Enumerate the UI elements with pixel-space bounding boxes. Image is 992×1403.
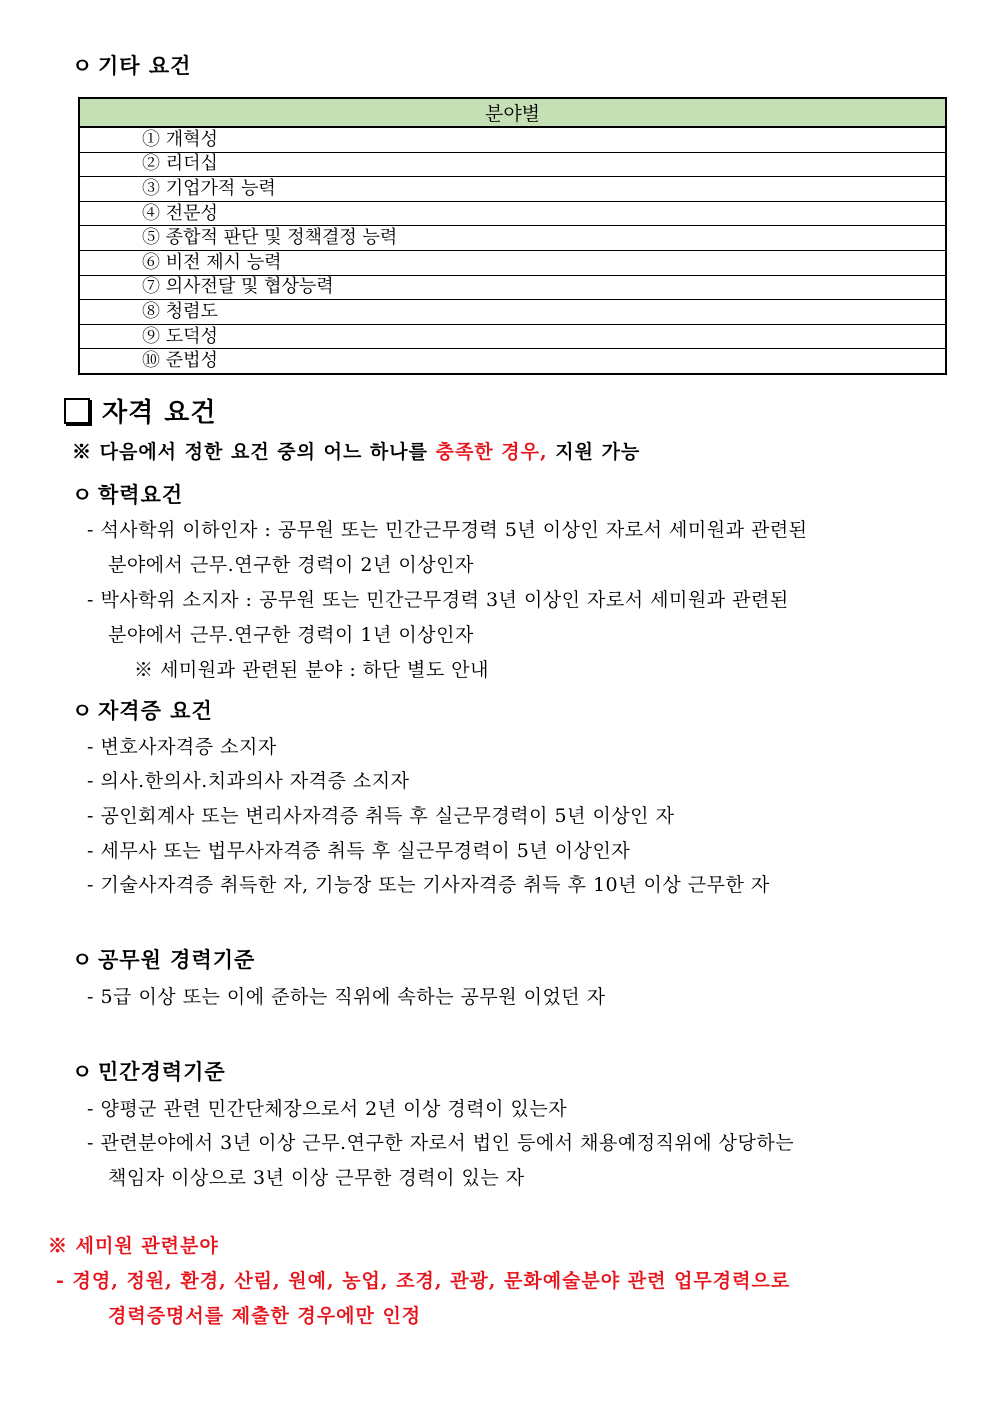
- private-career-line: - 관련분야에서 3년 이상 근무.연구한 자로서 법인 등에서 채용예정직위에 상당하는: [87, 1132, 795, 1154]
- public-career-heading: ㅇ 공무원 경력기준: [72, 947, 256, 972]
- education-line: - 박사학위 소지자 : 공무원 또는 민간근무경력 3년 이상인 자로서 세미원과 관련된: [87, 589, 789, 611]
- related-fields-heading: ※ 세미원 관련분야: [48, 1235, 219, 1257]
- related-fields-line: - 경영, 정원, 환경, 산림, 원예, 농업, 조경, 관광, 문화예술분야 관련 업무경력으로: [56, 1270, 791, 1292]
- public-career-line: - 5급 이상 또는 이에 준하는 직위에 속하는 공무원 이었던 자: [87, 986, 606, 1008]
- license-line: - 기술사자격증 취득한 자, 기능장 또는 기사자격증 취득 후 10년 이상 근무한 자: [87, 874, 770, 896]
- table-row: ⑦ 의사전달 및 협상능력: [79, 275, 946, 300]
- education-heading: ㅇ 학력요건: [72, 482, 184, 507]
- table-row: ⑥ 비전 제시 능력: [79, 250, 946, 275]
- education-line: 분야에서 근무.연구한 경력이 2년 이상인자: [108, 554, 474, 576]
- table-row: ① 개혁성: [79, 127, 946, 152]
- license-line: - 변호사자격증 소지자: [87, 736, 277, 758]
- table-row: ⑩ 준법성: [79, 349, 946, 374]
- license-line: - 세무사 또는 법무사자격증 취득 후 실근무경력이 5년 이상인자: [87, 840, 631, 862]
- private-career-line: 책임자 이상으로 3년 이상 근무한 경력이 있는 자: [108, 1167, 525, 1189]
- license-line: - 공인회계사 또는 변리사자격증 취득 후 실근무경력이 5년 이상인 자: [87, 805, 675, 827]
- education-note: ※ 세미원과 관련된 분야 : 하단 별도 안내: [134, 659, 489, 681]
- education-line: 분야에서 근무.연구한 경력이 1년 이상인자: [108, 624, 474, 646]
- qualification-heading: 자격 요건: [64, 392, 217, 429]
- table-row: ⑧ 청렴도: [79, 300, 946, 325]
- license-heading: ㅇ 자격증 요건: [72, 698, 213, 723]
- education-line: - 석사학위 이하인자 : 공무원 또는 민간근무경력 5년 이상인 자로서 세미원과 관련된: [87, 519, 808, 541]
- other-heading: ㅇ 기타 요건: [72, 50, 191, 80]
- field-table-header: 분야별: [79, 98, 946, 127]
- table-row: ⑤ 종합적 판단 및 정책결정 능력: [79, 226, 946, 251]
- circle-marker: ㅇ: [72, 53, 94, 78]
- field-table: [78, 97, 947, 375]
- table-row: ③ 기업가적 능력: [79, 177, 946, 202]
- private-career-heading: ㅇ 민간경력기준: [72, 1059, 226, 1084]
- license-line: - 의사.한의사.치과의사 자격증 소지자: [87, 770, 410, 792]
- related-fields-line: 경력증명서를 제출한 경우에만 인정: [108, 1305, 422, 1327]
- qualification-note: ※ 다음에서 정한 요건 중의 어느 하나를 충족한 경우, 지원 가능: [72, 441, 641, 463]
- checkbox-square-icon: [64, 398, 90, 424]
- private-career-line: - 양평군 관련 민간단체장으로서 2년 이상 경력이 있는자: [87, 1098, 568, 1120]
- table-row: ② 리더십: [79, 152, 946, 177]
- table-row: ⑨ 도덕성: [79, 324, 946, 349]
- table-row: ④ 전문성: [79, 201, 946, 226]
